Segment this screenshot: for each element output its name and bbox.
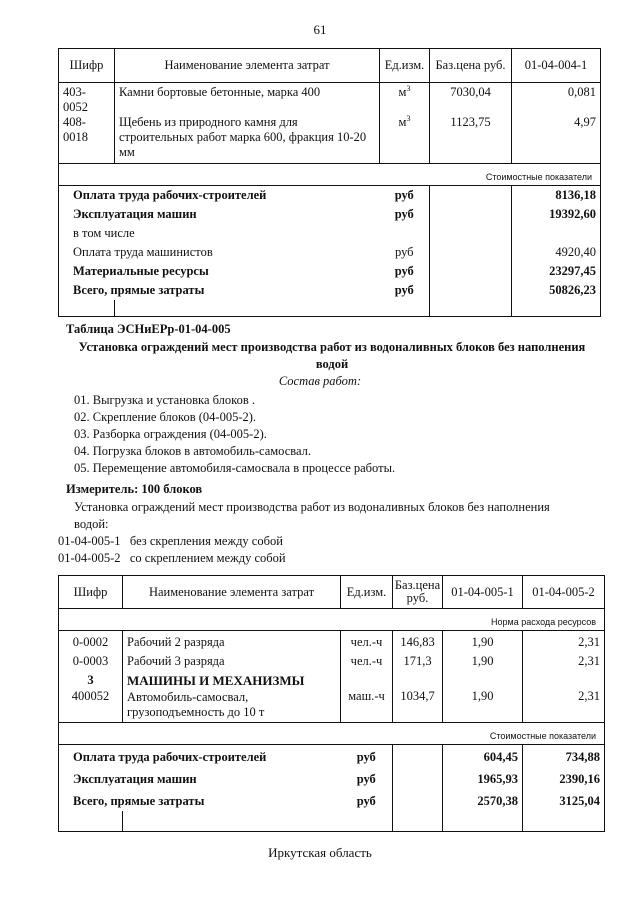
machine-value-2: 2,31 — [523, 688, 605, 723]
worker-value-2: 2,31 — [523, 650, 605, 669]
machine-code: 400052 — [59, 688, 123, 723]
group-code: 3 — [59, 669, 123, 688]
work-step: 02. Скрепление блоков (04-005-2). — [74, 410, 257, 424]
header-unit: Ед.изм. — [380, 49, 430, 83]
cost-table-1 — [58, 48, 601, 317]
table-row — [59, 186, 601, 206]
header-col-2: 01-04-005-2 — [523, 576, 605, 609]
cost-table-2 — [58, 575, 605, 832]
header-price: Баз.цена руб. — [393, 576, 443, 609]
cost-indicators-label: Стоимостные показатели — [59, 164, 601, 186]
cost-value: 23297,45 — [512, 262, 601, 281]
page-footer: Иркутская область — [268, 845, 372, 860]
table-row — [59, 115, 601, 164]
worker-code: 0-0003 — [59, 650, 123, 669]
cost-unit: руб — [341, 789, 393, 811]
cost-label: Оплата труда рабочих-строителей — [59, 186, 380, 206]
worker-unit: чел.-ч — [341, 650, 393, 669]
variant-list — [58, 533, 286, 567]
work-step: 03. Разборка ограждения (04-005-2). — [74, 427, 267, 441]
table-title: Таблица ЭСНиЕРр-01-04-005 — [66, 322, 231, 336]
material-code: 403-0052 — [59, 83, 115, 116]
worker-price: 171,3 — [393, 650, 443, 669]
material-name: Щебень из природного камня для строительных работ марка 600, фракция 10-20 мм — [115, 115, 380, 164]
worker-unit: чел.-ч — [341, 631, 393, 651]
header-unit: Ед.изм. — [341, 576, 393, 609]
cost-unit: руб — [341, 745, 393, 768]
worker-value-1: 1,90 — [443, 650, 523, 669]
section-description: Установка ограждений мест производства работ из водоналивных блоков без наполнения водой: — [74, 500, 550, 531]
cost-value: 19392,60 — [512, 205, 601, 224]
material-unit: $м^3$ — [380, 83, 430, 116]
material-price: 7030,04 — [430, 83, 512, 116]
table-row — [59, 83, 601, 116]
header-name: Наименование элемента затрат — [123, 576, 341, 609]
table-row — [59, 745, 605, 768]
worker-value-1: 1,90 — [443, 631, 523, 651]
table-row — [59, 650, 605, 669]
material-price: 1123,75 — [430, 115, 512, 164]
header-col-1: 01-04-005-1 — [443, 576, 523, 609]
cost-value: 4920,40 — [512, 243, 601, 262]
cost-indicators-label: Стоимостные показатели — [59, 723, 605, 745]
header-name: Наименование элемента затрат — [115, 49, 380, 83]
worker-value-2: 2,31 — [523, 631, 605, 651]
worker-name: Рабочий 3 разряда — [123, 650, 341, 669]
cost-unit: руб — [341, 767, 393, 789]
cost-label: Всего, прямые затраты — [59, 789, 341, 811]
material-name: Камни бортовые бетонные, марка 400 — [115, 83, 380, 116]
material-value: 0,081 — [512, 83, 601, 116]
work-step: 01. Выгрузка и установка блоков . — [74, 393, 255, 407]
machine-unit: маш.-ч — [341, 688, 393, 723]
cost-value-2: 734,88 — [523, 745, 605, 768]
cost-label: в том числе — [59, 224, 380, 243]
cost-value-2: 2390,16 — [523, 767, 605, 789]
cost-label: Материальные ресурсы — [59, 262, 380, 281]
cost-unit: руб — [380, 205, 430, 224]
table-row — [59, 205, 601, 224]
cost-unit: руб — [380, 281, 430, 300]
cost-label: Эксплуатация машин — [59, 767, 341, 789]
cost-value-1: 1965,93 — [443, 767, 523, 789]
cost-value: 8136,18 — [512, 186, 601, 206]
header-col-1: 01-04-004-1 — [512, 49, 601, 83]
table-row — [59, 688, 605, 723]
cost-value-1: 604,45 — [443, 745, 523, 768]
cost-label: Эксплуатация машин — [59, 205, 380, 224]
work-step: 05. Перемещение автомобиля-самосвала в процессе работы. — [74, 461, 396, 475]
worker-name: Рабочий 2 разряда — [123, 631, 341, 651]
cost-value-2: 3125,04 — [523, 789, 605, 811]
cost-unit: руб — [380, 186, 430, 206]
machine-value-1: 1,90 — [443, 688, 523, 723]
meter-label: Измеритель: 100 блоков — [66, 482, 203, 496]
table-row — [59, 224, 601, 243]
material-code: 408-0018 — [59, 115, 115, 164]
table-row — [59, 669, 605, 688]
cost-value: 50826,23 — [512, 281, 601, 300]
table-row — [59, 281, 601, 300]
work-step: 04. Погрузка блоков в автомобиль-самосвал. — [74, 444, 312, 458]
norm-label: Норма расхода ресурсов — [59, 609, 605, 631]
variant-item: 01-04-005-1 без скрепления между собой — [58, 534, 283, 548]
cost-label: Оплата труда машинистов — [59, 243, 380, 262]
cost-unit: руб — [380, 243, 430, 262]
header-code: Шифр — [59, 576, 123, 609]
group-name: МАШИНЫ И МЕХАНИЗМЫ — [123, 669, 341, 688]
table-row — [59, 789, 605, 811]
table-row — [59, 767, 605, 789]
machine-price: 1034,7 — [393, 688, 443, 723]
machine-name: Автомобиль-самосвал, грузоподъемность до 10 т — [123, 688, 341, 723]
work-composition-label: Состав работ: — [278, 374, 362, 388]
cost-unit: руб — [380, 262, 430, 281]
header-price: Баз.цена руб. — [430, 49, 512, 83]
variant-item: 01-04-005-2 со скреплением между собой — [58, 551, 286, 565]
material-unit: $м^3$ — [380, 115, 430, 164]
cost-label: Оплата труда рабочих-строителей — [59, 745, 341, 768]
table-row — [59, 262, 601, 281]
table-row — [59, 631, 605, 651]
cost-label: Всего, прямые затраты — [59, 281, 380, 300]
worker-code: 0-0002 — [59, 631, 123, 651]
page-number: 61 — [313, 22, 327, 37]
worker-price: 146,83 — [393, 631, 443, 651]
material-value: 4,97 — [512, 115, 601, 164]
cost-value-1: 2570,38 — [443, 789, 523, 811]
header-code: Шифр — [59, 49, 115, 83]
section-heading: Установка ограждений мест производства работ из водоналивных блоков без наполнения водой — [78, 340, 586, 371]
table-row — [59, 243, 601, 262]
work-steps — [74, 392, 395, 477]
